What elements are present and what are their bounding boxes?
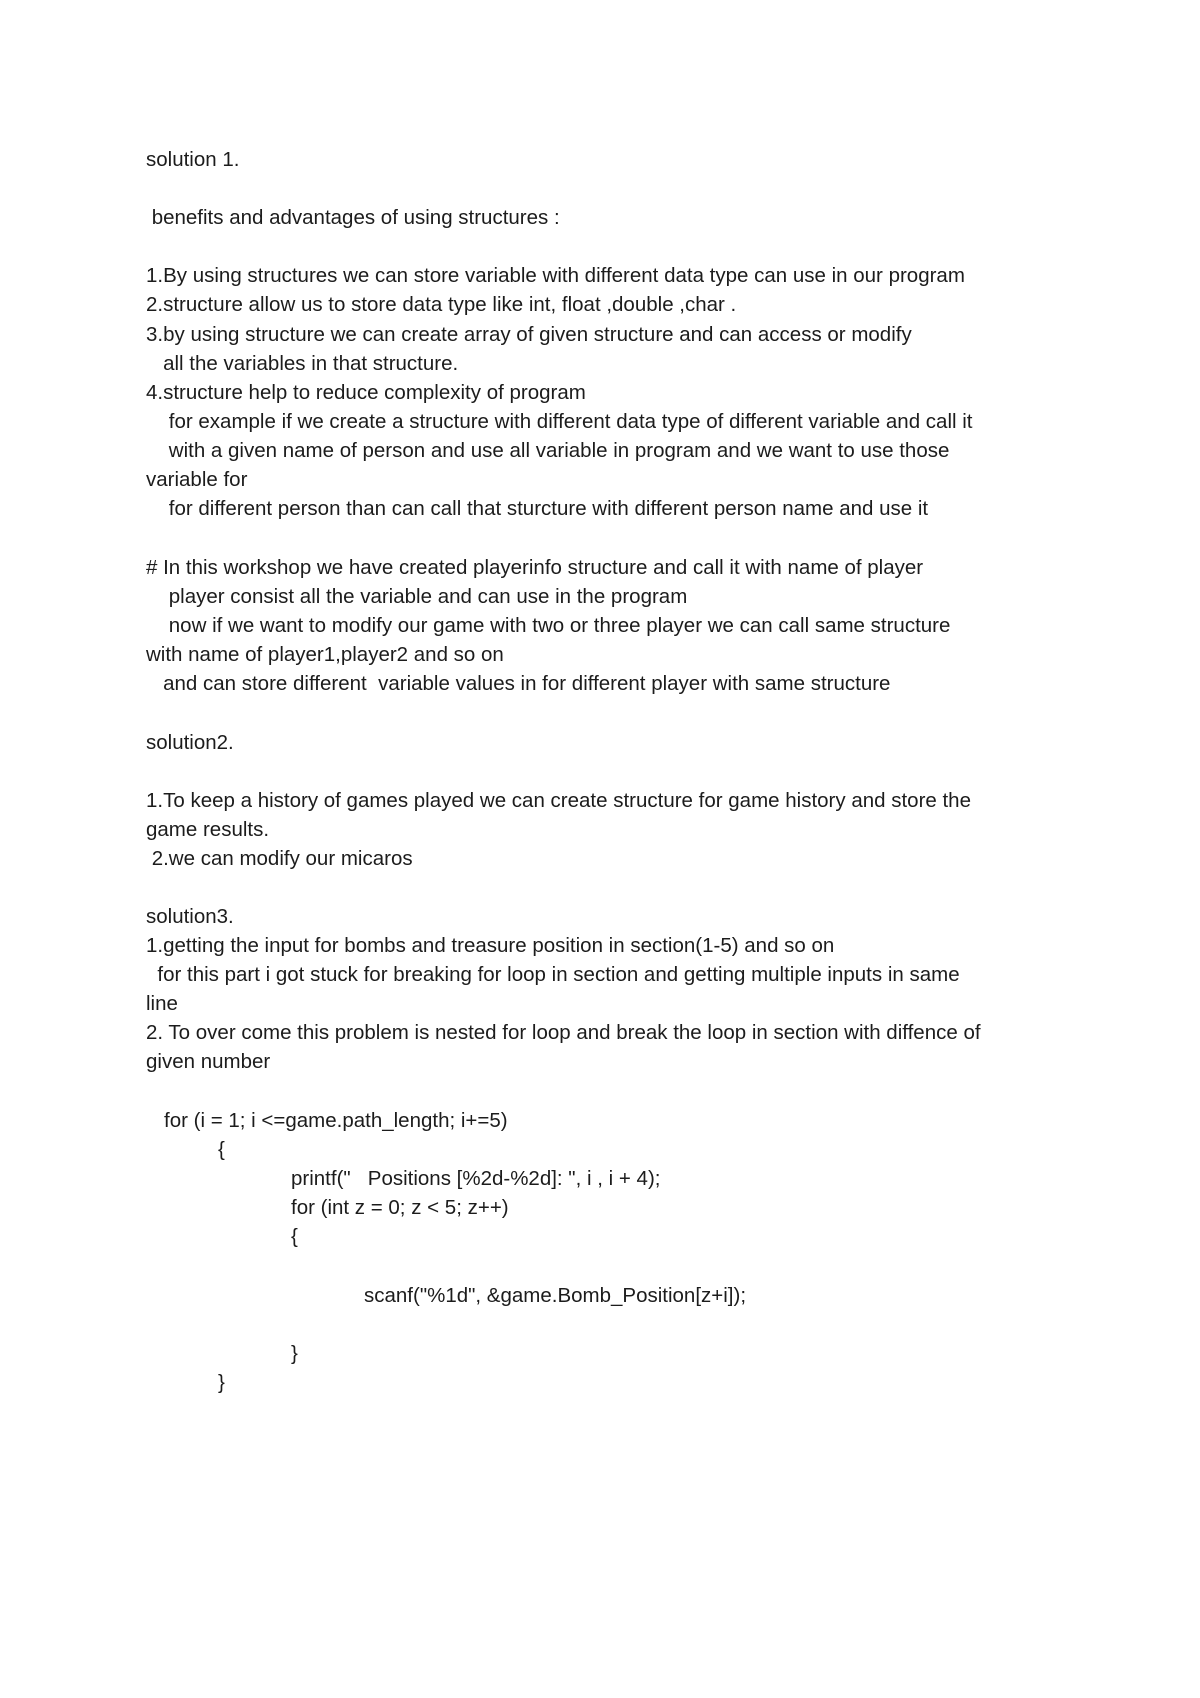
code-line-for-loop: for (i = 1; i <=game.path_length; i+=5) xyxy=(164,1109,508,1132)
workshop-note-line-1: # In this workshop we have created playerinfo structure and call it with name of player xyxy=(146,556,924,579)
workshop-note-line-5: and can store different variable values in for different player with same structure xyxy=(146,672,891,695)
solution-1-intro: benefits and advantages of using structures : xyxy=(146,206,560,229)
solution-1-point-4-line-1: 4.structure help to reduce complexity of program xyxy=(146,381,586,404)
solution-1-point-3-line-2: all the variables in that structure. xyxy=(146,352,459,375)
solution-1-point-4-line-4: variable for xyxy=(146,468,248,491)
solution-1-point-4-line-2: for example if we create a structure with different data type of different variable and call it xyxy=(146,410,973,433)
solution-3-point-1-line-1: 1.getting the input for bombs and treasure position in section(1-5) and so on xyxy=(146,934,835,957)
solution-2-point-2: 2.we can modify our micaros xyxy=(146,847,413,870)
solution-1-point-3-line-1: 3.by using structure we can create array of given structure and can access or modify xyxy=(146,323,912,346)
code-line-inner-for: for (int z = 0; z < 5; z++) xyxy=(291,1196,509,1219)
workshop-note-line-3: now if we want to modify our game with two or three player we can call same structure xyxy=(146,614,951,637)
solution-2-point-1-line-2: game results. xyxy=(146,818,270,841)
code-line-inner-close-brace: } xyxy=(291,1342,298,1365)
solution-1-heading: solution 1. xyxy=(146,148,240,171)
code-line-scanf: scanf("%1d", &game.Bomb_Position[z+i]); xyxy=(364,1284,747,1307)
solution-2-point-1-line-1: 1.To keep a history of games played we can create structure for game history and store the xyxy=(146,789,971,812)
solution-3-heading: solution3. xyxy=(146,905,234,928)
code-line-open-brace: { xyxy=(218,1138,225,1161)
code-line-close-brace: } xyxy=(218,1371,225,1394)
solution-1-point-4-line-5: for different person than can call that sturcture with different person name and use it xyxy=(146,497,929,520)
solution-3-point-1-line-2: for this part i got stuck for breaking for loop in section and getting multiple inputs in same xyxy=(146,963,960,986)
solution-1-point-2: 2.structure allow us to store data type like int, float ,double ,char . xyxy=(146,293,737,316)
solution-1-point-1: 1.By using structures we can store variable with different data type can use in our program xyxy=(146,264,965,287)
solution-2-heading: solution2. xyxy=(146,731,234,754)
code-line-printf: printf(" Positions [%2d-%2d]: ", i , i + 4); xyxy=(291,1167,661,1190)
solution-3-point-2-line-2: given number xyxy=(146,1050,271,1073)
solution-3-point-2-line-1: 2. To over come this problem is nested for loop and break the loop in section with diffence of xyxy=(146,1021,981,1044)
solution-3-point-1-line-3: line xyxy=(146,992,178,1015)
workshop-note-line-4: with name of player1,player2 and so on xyxy=(146,643,504,666)
code-line-inner-open-brace: { xyxy=(291,1225,298,1248)
workshop-note-line-2: player consist all the variable and can use in the program xyxy=(146,585,688,608)
solution-1-point-4-line-3: with a given name of person and use all variable in program and we want to use those xyxy=(146,439,950,462)
